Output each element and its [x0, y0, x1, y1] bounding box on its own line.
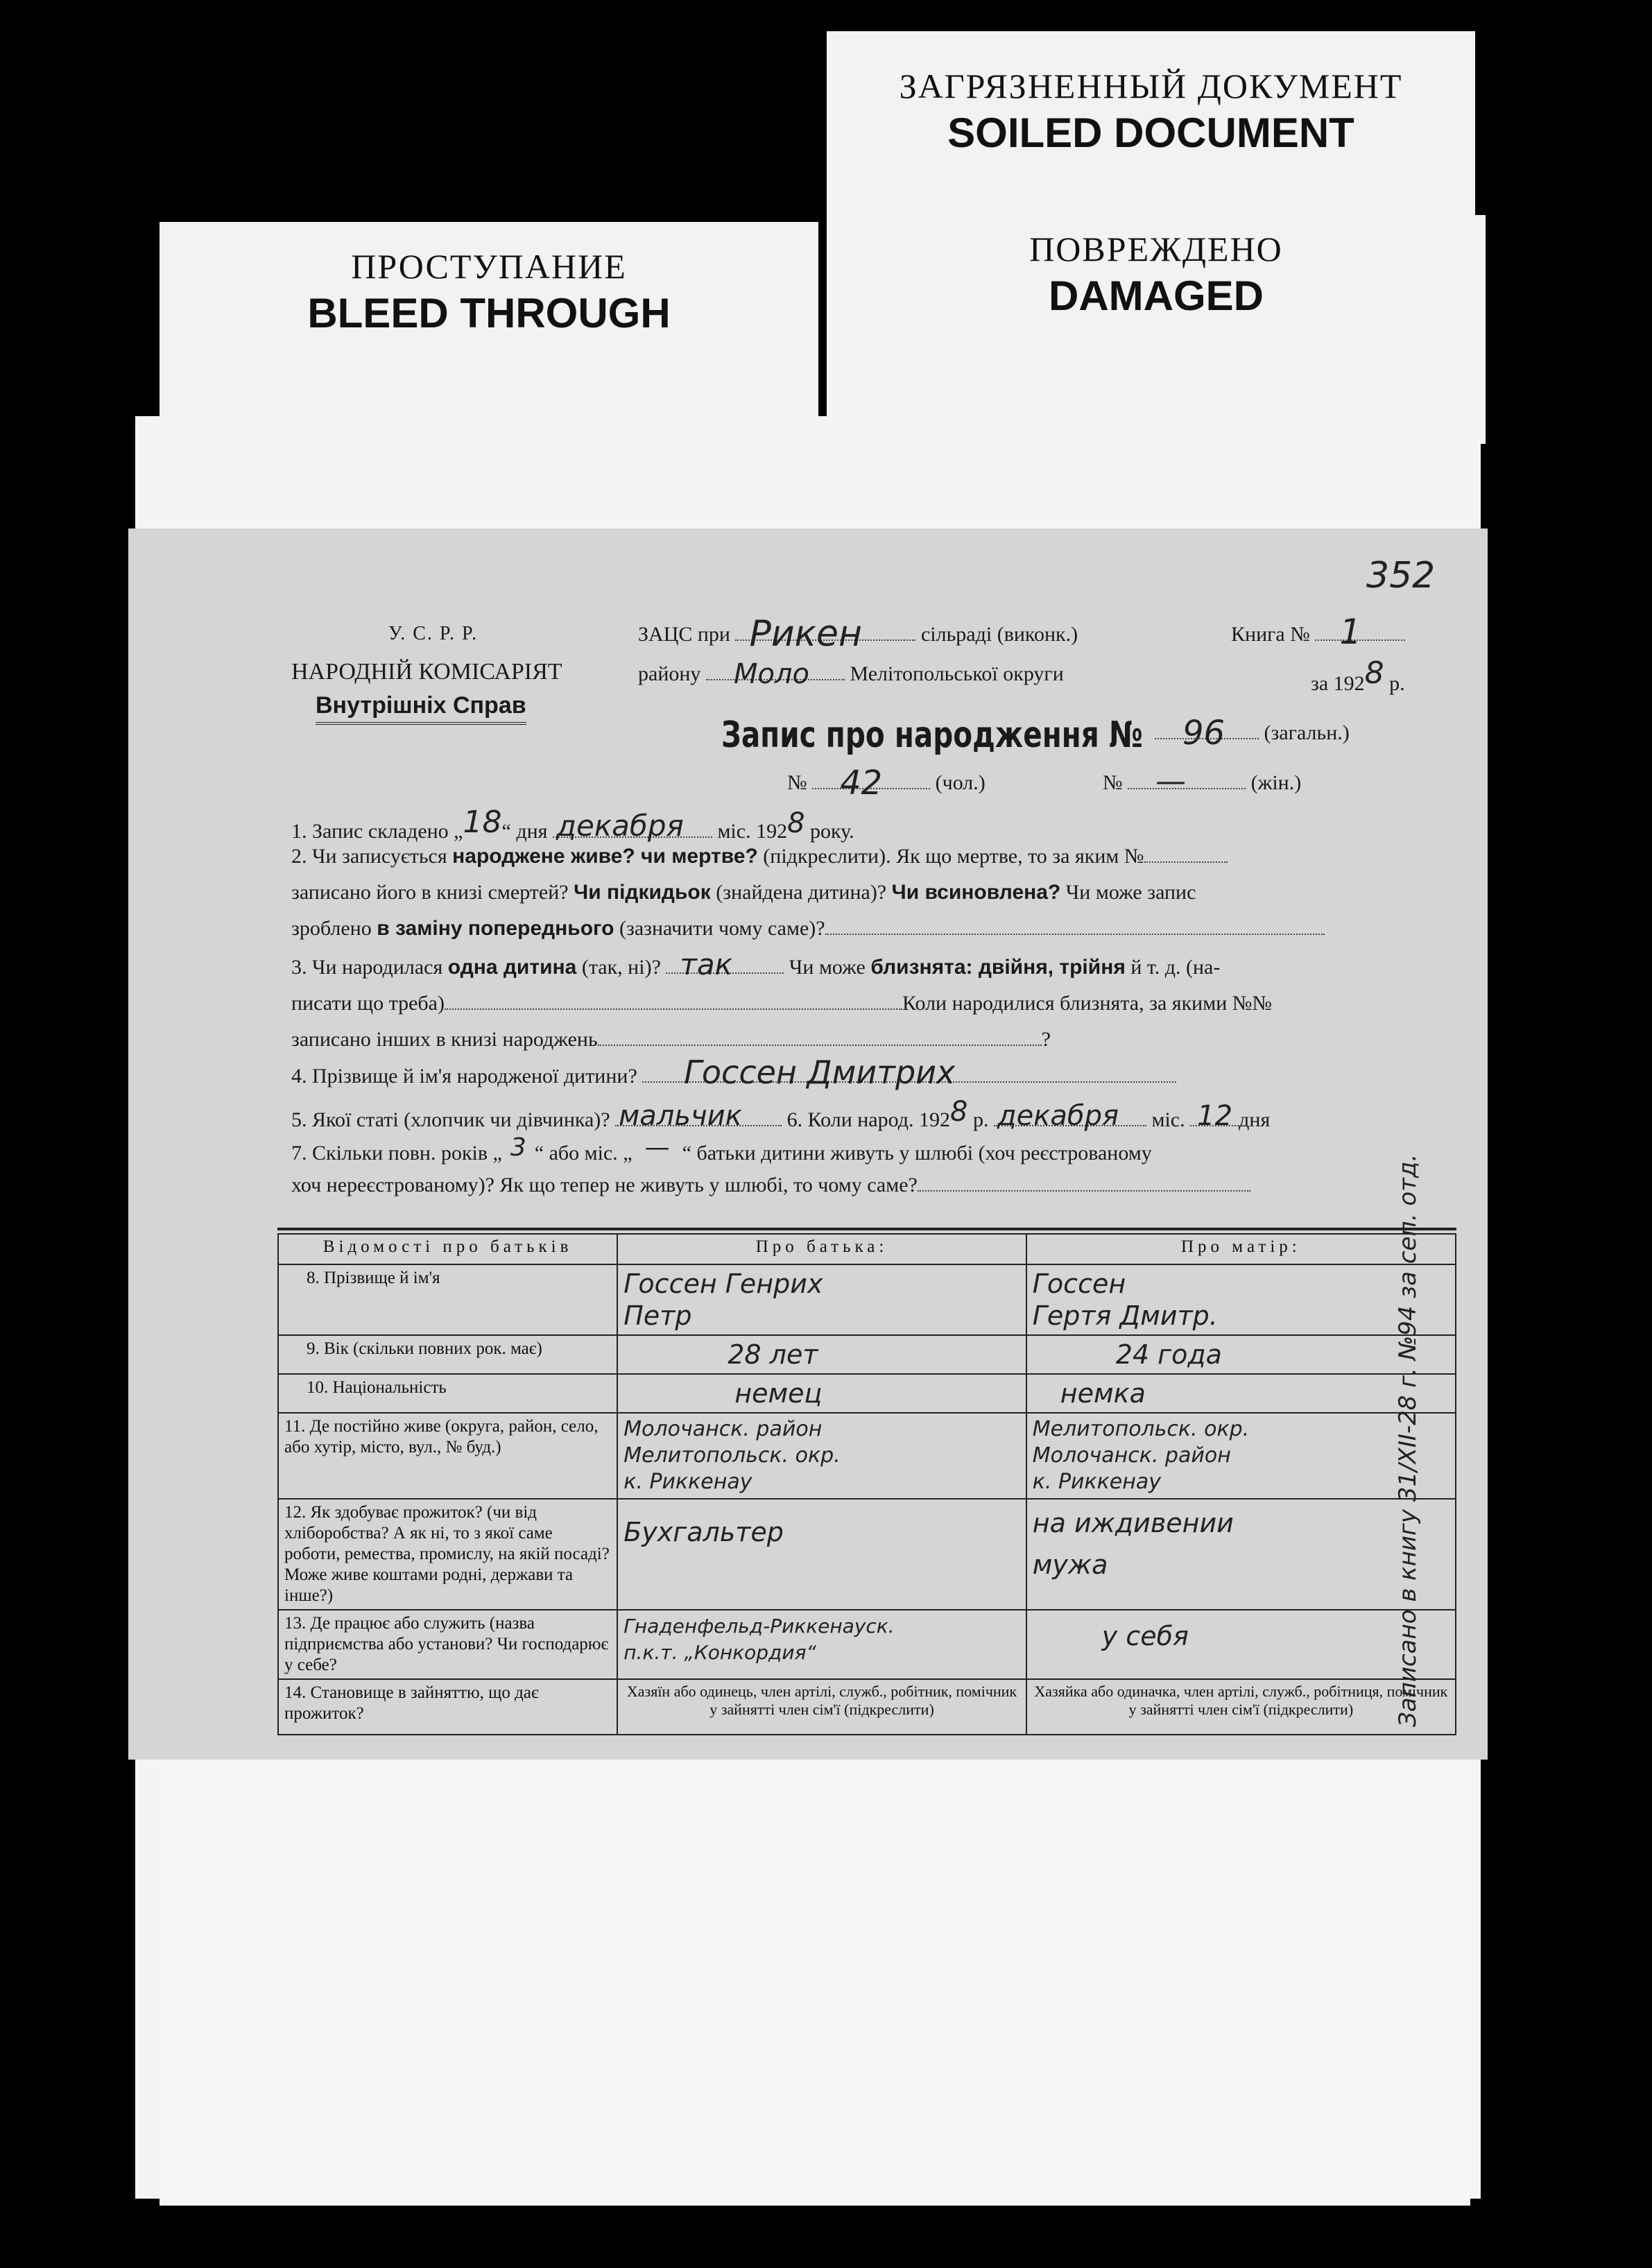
- row-label: 12. Як здобуває прожиток? (чи від хліборобства? А як ні, то з якої саме роботи, ремества, промислу, на якій посаді? Може живе коштами родні, держави та інше?): [278, 1499, 617, 1610]
- hw-birth-month: декабря: [997, 1100, 1119, 1132]
- hw-record-number: 96: [1182, 714, 1225, 753]
- margin-note: Записано в книгу 31/XII-28 г. №94 за сеп. отд.: [1394, 1153, 1422, 1727]
- hw-mother-workplace: у себя: [1101, 1621, 1189, 1651]
- mother-cell: [1026, 1610, 1456, 1679]
- mother-cell: [1026, 1374, 1456, 1413]
- hw-father-name: Госсен Генрих Петр: [623, 1269, 823, 1331]
- soiled-label-ru: ЗАГРЯЗНЕННЫЙ ДОКУМЕНТ: [899, 67, 1403, 105]
- record-number: 96 (загальн.): [1155, 721, 1350, 745]
- parents-table: [277, 1233, 1456, 1735]
- row-label: 9. Вік (скільки повних рок. має): [278, 1335, 617, 1374]
- hw-selsovet: Рикен: [749, 613, 863, 655]
- hw-father-age: 28 лет: [728, 1339, 818, 1370]
- q3-line3: записано інших в книзі народжень ?: [291, 1028, 1051, 1051]
- hw-q1-day: 18: [463, 805, 502, 840]
- q5-line: 5. Якої статі (хлопчик чи дівчинка)? мальчик 6. Коли народ. 1928 р. декабря міс. 12 дня: [291, 1096, 1271, 1132]
- father-cell: [617, 1335, 1026, 1374]
- q3-line2: писати що треба) Коли народилися близнята, за якими №№: [291, 992, 1272, 1015]
- table-top-rule: [277, 1228, 1456, 1230]
- hw-father-workplace: Гнаденфельд-Риккенауск. п.к.т. „Конкордия“: [623, 1615, 895, 1664]
- soiled-label-en: SOILED DOCUMENT: [947, 110, 1354, 156]
- father-cell: [617, 1264, 1026, 1335]
- bleed-label-en: BLEED THROUGH: [307, 290, 671, 336]
- father-cell: [617, 1413, 1026, 1499]
- hw-child-sex: мальчик: [619, 1100, 742, 1132]
- mother-cell: [1026, 1499, 1456, 1610]
- father-cell: [617, 1374, 1026, 1413]
- mother-cell: [1026, 1264, 1456, 1335]
- damaged-label-en: DAMAGED: [1049, 273, 1264, 319]
- record-title: Запис про народження №: [721, 714, 1143, 756]
- hw-marriage-years: 3: [510, 1133, 526, 1162]
- hw-mother-name: Госсен Гертя Дмитр.: [1032, 1269, 1218, 1331]
- mother-cell: [1026, 1335, 1456, 1374]
- hw-q1-month: декабря: [556, 809, 684, 843]
- hw-father-residence: Молочанск. район Мелитопольск. окр. к. Риккенау: [623, 1417, 841, 1494]
- hw-mother-nationality: немка: [1060, 1378, 1146, 1409]
- table-header-row: [278, 1234, 1456, 1264]
- bleed-label-ru: ПРОСТУПАНИЕ: [351, 247, 627, 286]
- mother-status-cell: Хазяйка або одиначка, член артілі, служб., робітниця, помічник у зайнятті член сім'ї (підкреслити): [1026, 1679, 1456, 1735]
- header-year: за 1928 р.: [1311, 655, 1405, 695]
- row-label: 8. Прізвище й ім'я: [278, 1264, 617, 1335]
- row-label: 14. Становище в зайняттю, що дає прожиток?: [278, 1679, 617, 1735]
- q7-line2: хоч нереєстрованому)? Як що тепер не живуть у шлюбі, то чому саме?: [291, 1174, 1250, 1197]
- col-header-mother: Про матір:: [1026, 1234, 1456, 1264]
- hw-male-number: 42: [840, 764, 883, 802]
- table-row: [278, 1335, 1456, 1374]
- hw-child-name: Госсен Дмитрих: [684, 1054, 956, 1091]
- mother-cell: [1026, 1413, 1456, 1499]
- header-ussr: У. С. Р. Р.: [388, 623, 479, 644]
- hw-mother-age: 24 года: [1115, 1339, 1222, 1370]
- hw-father-occupation: Бухгальтер: [623, 1517, 784, 1547]
- row-label: 10. Національність: [278, 1374, 617, 1413]
- q2-line3: зроблено в заміну попереднього (зазначити чому саме)?: [291, 917, 1325, 940]
- hw-father-nationality: немец: [734, 1378, 823, 1409]
- header-book: Книга № 1: [1231, 623, 1405, 646]
- hw-marriage-months: —: [644, 1133, 670, 1162]
- q2-line1: 2. Чи записується народжене живе? чи мертве? (підкреслити). Як що мертве, то за яким №: [291, 845, 1228, 868]
- father-status-cell: Хазяїн або одинець, член артілі, служб., робітник, помічник у зайнятті член сім'ї (підкреслити): [617, 1679, 1026, 1735]
- hw-birth-year: 8: [950, 1096, 968, 1128]
- hw-female-number: —: [1155, 764, 1187, 799]
- q4-line: 4. Прізвище й ім'я народженої дитини? Госсен Дмитрих: [291, 1065, 1176, 1088]
- damaged-target: [827, 215, 1486, 444]
- header-zags: ЗАЦС при Рикен сільраді (виконк.): [638, 613, 1078, 655]
- father-cell: [617, 1610, 1026, 1679]
- female-number: № — (жін.): [1103, 764, 1302, 799]
- table-row: [278, 1679, 1456, 1735]
- table-row: [278, 1499, 1456, 1610]
- hw-mother-occupation: на иждивении мужа: [1032, 1508, 1234, 1580]
- q3-line1: 3. Чи народилася одна дитина (так, ні)? так Чи може близнята: двійня, трійня й т. д. (на-: [291, 947, 1221, 981]
- q7-line1: 7. Скільки повн. років „ 3 “ або міс. „ — “ батьки дитини живуть у шлюбі (хоч реєстрованому: [291, 1133, 1152, 1165]
- father-cell: [617, 1499, 1026, 1610]
- table-row: [278, 1374, 1456, 1413]
- col-header-father: Про батька:: [617, 1234, 1026, 1264]
- page-number: 352: [1366, 555, 1436, 596]
- hw-birth-day: 12: [1197, 1100, 1233, 1132]
- damaged-label-ru: ПОВРЕЖДЕНО: [1029, 230, 1283, 268]
- backing-sheet-lower: [160, 1720, 1470, 2206]
- hw-q3-single: так: [680, 947, 732, 981]
- col-header-info: Відомості про батьків: [278, 1234, 617, 1264]
- hw-year: 8: [1364, 655, 1384, 691]
- header-internal-affairs: Внутрішніх Справ: [316, 692, 526, 725]
- table-row: [278, 1610, 1456, 1679]
- q2-line2: записано його в книзі смертей? Чи підкидьок (знайдена дитина)? Чи всиновлена? Чи може запис: [291, 881, 1196, 904]
- hw-mother-residence: Мелитопольск. окр. Молочанск. район к. Риккенау: [1032, 1417, 1250, 1494]
- header-rayon: району Моло Мелітопольської округи: [638, 658, 1064, 690]
- bleed-through-target: [160, 222, 818, 444]
- hw-book-number: 1: [1339, 612, 1362, 652]
- hw-rayon: Моло: [733, 658, 809, 690]
- table-row: [278, 1413, 1456, 1499]
- row-label: 13. Де працює або служить (назва підприємства або установи? Чи господарює у себе?: [278, 1610, 617, 1679]
- q1-line: 1. Запис складено „18“ дня декабря міс. 1928 року.: [291, 805, 854, 843]
- male-number: № 42 (чол.): [787, 764, 986, 802]
- hw-q1-year: 8: [787, 807, 805, 839]
- soiled-document-target: [827, 31, 1475, 232]
- header-commissariat: НАРОДНІЙ КОМІСАРІЯТ: [291, 659, 562, 685]
- table-row: [278, 1264, 1456, 1335]
- row-label: 11. Де постійно живе (округа, район, село, або хутір, місто, вул., № буд.): [278, 1413, 617, 1499]
